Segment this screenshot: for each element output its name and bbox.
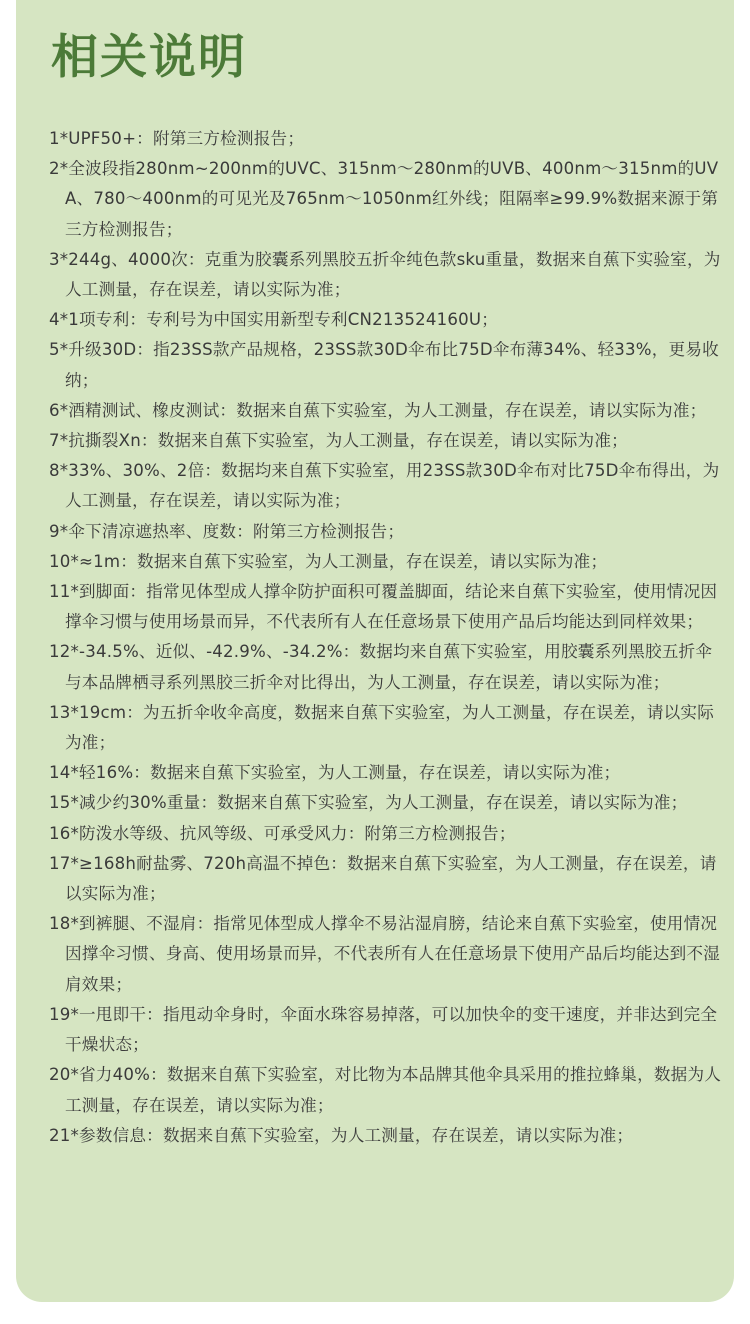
note-item: 21*参数信息：数据来自蕉下实验室，为人工测量，存在误差，请以实际为准； [49,1125,634,1145]
note-item: 8*33%、30%、2倍：数据均来自蕉下实验室，用23SS款30D伞布对比75D伞布得出，为人工测量，存在误差，请以实际为准； [49,461,720,511]
note-item: 19*一甩即干：指甩动伞身时，伞面水珠容易掉落，可以加快伞的变干速度，并非达到完全干燥状态； [49,1004,718,1055]
note-item: 12*-34.5%、近似、-42.9%、-34.2%：数据均来自蕉下实验室，用胶囊系列黑胶五折伞与本品牌栖寻系列黑胶三折伞对比得出，为人工测量，存在误差，请以实际为准； [49,642,713,692]
notes-list [49,124,725,1151]
page-title: 相关说明 [51,30,247,85]
note-item: 3*244g、4000次：克重为胶囊系列黑胶五折伞纯色款sku重量，数据来自蕉下实验室，为人工测量，存在误差，请以实际为准； [49,249,721,300]
note-item: 1*UPF50+：附第三方检测报告； [49,129,305,148]
note-item: 4*1项专利：专利号为中国实用新型专利CN213524160U； [49,310,499,330]
note-item: 10*≈1m：数据来自蕉下实验室，为人工测量，存在误差，请以实际为准； [49,551,608,571]
note-item: 7*抗撕裂Xn：数据来自蕉下实验室，为人工测量，存在误差，请以实际为准； [49,431,628,451]
note-item: 20*省力40%：数据来自蕉下实验室，对比物为本品牌其他伞具采用的推拉蜂巢，数据为人工测量，存在误差，请以实际为准； [49,1065,722,1115]
note-item: 9*伞下清凉遮热率、度数：附第三方检测报告； [49,521,405,541]
note-item: 6*酒精测试、橡皮测试：数据来自蕉下实验室，为人工测量，存在误差，请以实际为准； [49,400,707,420]
note-item: 15*减少约30%重量：数据来自蕉下实验室，为人工测量，存在误差，请以实际为准； [49,793,688,813]
note-item: 13*19cm：为五折伞收伞高度，数据来自蕉下实验室，为人工测量，存在误差，请以实际为准； [49,702,714,753]
note-item: 2*全波段指280nm~200nm的UVC、315nm～280nm的UVB、400nm～315nm的UVA、780～400nm的可见光及765nm～1050nm红外线；阻隔率≥99.9%数据来源于第三方检测报告； [49,159,719,239]
note-item: 18*到裤腿、不湿肩：指常见体型成人撑伞不易沾湿肩膀，结论来自蕉下实验室，使用情况因撑伞习惯、身高、使用场景而异，不代表所有人在任意场景下使用产品后均能达到不湿肩效果； [49,914,720,994]
notes-card [16,0,734,1302]
note-item: 17*≥168h耐盐雾、720h高温不掉色：数据来自蕉下实验室，为人工测量，存在误差，请以实际为准； [49,853,717,904]
note-item: 5*升级30D：指23SS款产品规格，23SS款30D伞布比75D伞布薄34%、轻33%，更易收纳； [49,340,719,390]
note-item: 16*防泼水等级、抗风等级、可承受风力：附第三方检测报告； [49,823,516,843]
note-item: 11*到脚面：指常见体型成人撑伞防护面积可覆盖脚面，结论来自蕉下实验室，使用情况因撑伞习惯与使用场景而异，不代表所有人在任意场景下使用产品后均能达到同样效果； [49,582,718,632]
note-item: 14*轻16%：数据来自蕉下实验室，为人工测量，存在误差，请以实际为准； [49,763,621,783]
